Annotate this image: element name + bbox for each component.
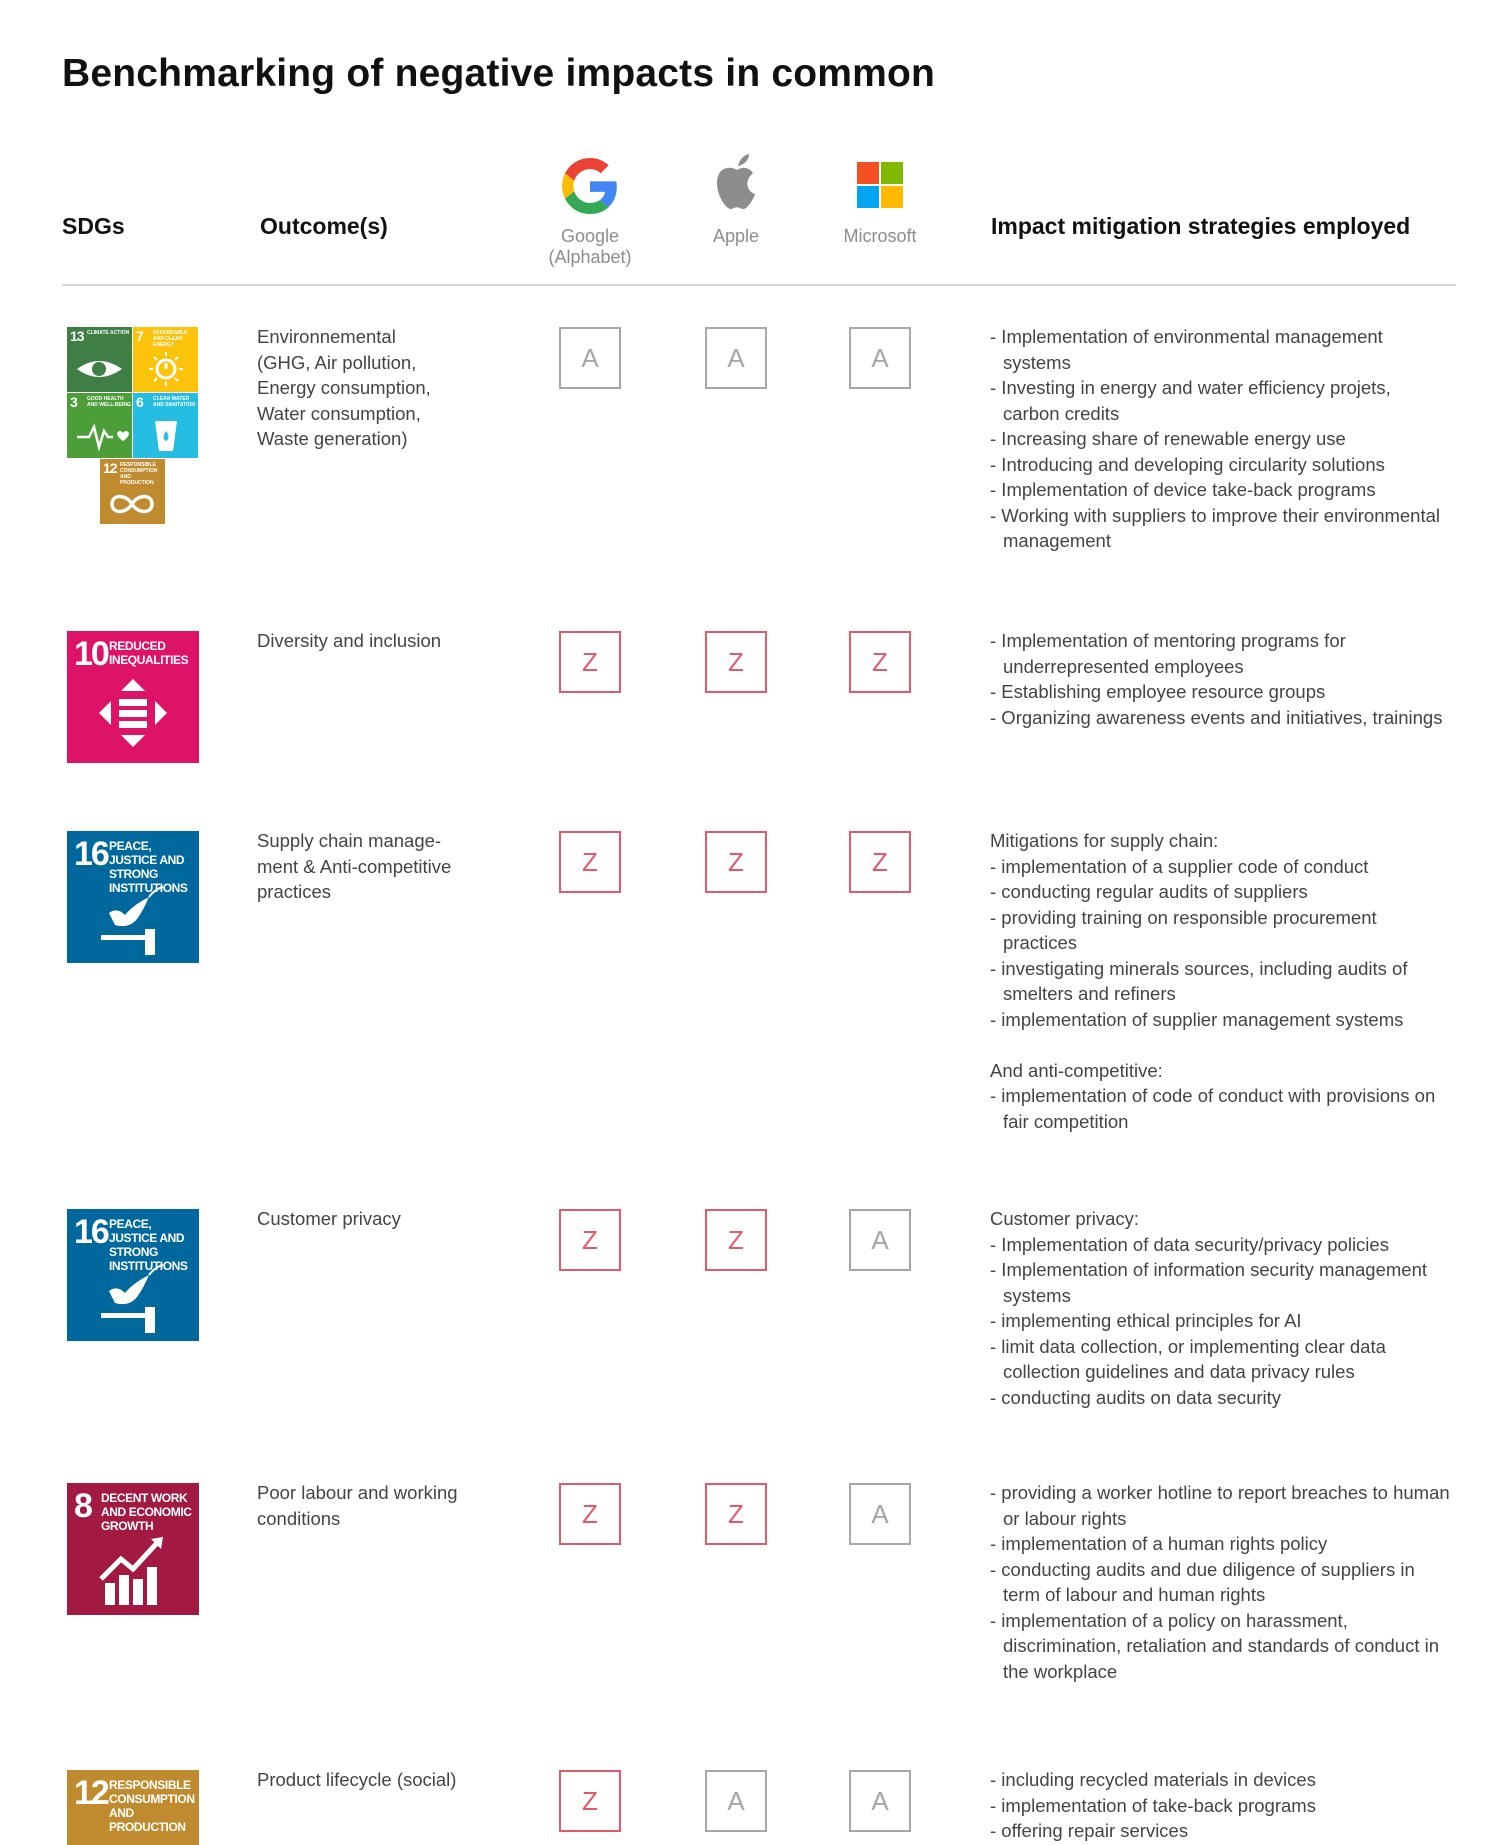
dove-gavel-icon <box>67 1209 199 1341</box>
strategy-item: - Implementation of device take-back programs <box>990 479 1376 500</box>
heartbeat-icon <box>67 393 132 458</box>
sdg-12-tile: 12 RESPONSIBLE CONSUMPTION AND PRODUCTION <box>100 459 165 524</box>
rating-microsoft: A <box>849 1483 911 1545</box>
strategy-item: - providing a worker hotline to report breaches to human or labour rights <box>990 1482 1450 1529</box>
equality-arrows-icon <box>67 631 199 763</box>
infinity-icon <box>100 459 165 524</box>
strategy-item: - offering repair services <box>990 1820 1189 1841</box>
strategy-item: - implementation of supplier management systems <box>990 1008 1404 1030</box>
rating-apple: Z <box>705 1209 767 1271</box>
rating-microsoft: A <box>849 327 911 389</box>
strategy-item: - Implementation of information security management systems <box>990 1259 1428 1306</box>
strategy-item: - implementation of take-back programs <box>990 1794 1316 1816</box>
dove-gavel-icon <box>67 831 199 963</box>
strategy-item: - conducting audits on data security <box>990 1386 1282 1408</box>
strategy-list <box>990 628 1450 730</box>
sdg-7-tile: 7 AFFORDABLE AND CLEAN ENERGY <box>133 327 198 392</box>
apple-logo-icon <box>709 152 765 208</box>
sdg-10-tile: 10 REDUCED INEQUALITIES <box>67 631 199 763</box>
rating-microsoft: Z <box>849 831 911 893</box>
eye-globe-icon <box>67 327 132 392</box>
strategy-item: - implementation of a supplier code of conduct <box>990 855 1369 877</box>
rating-apple: Z <box>705 631 767 693</box>
infinity-icon <box>67 1770 199 1845</box>
header-divider <box>62 284 1456 286</box>
strategy-item: - Introducing and developing circularity solutions <box>990 453 1385 475</box>
strategy-item: - Implementation of mentoring programs for underrepresented employees <box>990 630 1346 677</box>
strategy-item: - implementation of a policy on harassment, discrimination, retaliation and standards of conduct in the workplace <box>990 1609 1440 1682</box>
strategy-item: - implementation of code of conduct with provisions on fair competition <box>990 1085 1436 1132</box>
rating-apple: Z <box>705 831 767 893</box>
strategy-list <box>990 1480 1450 1684</box>
outcome-text: Supply chain manage- ment & Anti-competitive practices <box>257 830 452 902</box>
outcome-text: Environnemental (GHG, Air pollution, Energy consumption, Water consumption, Waste generation) <box>257 326 431 449</box>
rating-microsoft: A <box>849 1770 911 1832</box>
strategy-heading: Mitigations for supply chain: <box>990 830 1219 851</box>
sdg-16-tile: 16 PEACE, JUSTICE AND STRONG INSTITUTIONS <box>67 831 199 963</box>
strategy-item: - Organizing awareness events and initiatives, trainings <box>990 706 1443 728</box>
strategy-item: - conducting regular audits of suppliers <box>990 881 1308 902</box>
strategy-item: - including recycled materials in devices <box>990 1769 1316 1790</box>
sdg-6-tile: 6 CLEAN WATER AND SANITATION <box>133 393 198 458</box>
strategy-item: - Increasing share of renewable energy use <box>990 428 1346 449</box>
strategy-item: - Implementation of environmental management systems <box>990 326 1383 373</box>
rating-google: Z <box>559 631 621 693</box>
strategy-list <box>990 324 1450 554</box>
header-strategies: Impact mitigation strategies employed <box>991 213 1411 239</box>
sdg-3-tile: 3 GOOD HEALTH AND WELL-BEING <box>67 393 132 458</box>
rating-google: Z <box>559 1770 621 1832</box>
strategy-item: - conducting audits and due diligence of suppliers in term of labour and human rights <box>990 1558 1415 1605</box>
rating-google: Z <box>559 831 621 893</box>
outcome-text: Product lifecycle (social) <box>257 1769 457 1790</box>
strategy-list <box>990 1767 1450 1844</box>
google-logo-icon <box>562 158 618 214</box>
strategy-heading: Customer privacy: <box>990 1208 1140 1229</box>
sdg-16-tile: 16 PEACE, JUSTICE AND STRONG INSTITUTIONS <box>67 1209 199 1341</box>
sdg-12-tile: 12 RESPONSIBLE CONSUMPTION AND PRODUCTION <box>67 1770 199 1845</box>
strategy-list <box>990 1206 1450 1410</box>
rating-apple: Z <box>705 1483 767 1545</box>
rating-microsoft: A <box>849 1209 911 1271</box>
header-outcomes: Outcome(s) <box>260 213 388 239</box>
microsoft-logo-icon <box>857 162 913 218</box>
outcome-text: Poor labour and working conditions <box>257 1482 458 1529</box>
strategy-item: - Working with suppliers to improve their environmental management <box>990 504 1441 551</box>
rating-google: Z <box>559 1483 621 1545</box>
strategy-item: - implementation of a human rights policy <box>990 1533 1328 1554</box>
sdg-13-tile: 13 CLIMATE ACTION <box>67 327 132 392</box>
sun-power-icon <box>133 327 198 392</box>
strategy-item: - investigating minerals sources, including audits of smelters and refiners <box>990 957 1408 1004</box>
outcome-text: Diversity and inclusion <box>257 630 442 651</box>
company-microsoft-label: Microsoft <box>843 226 917 246</box>
rating-apple: A <box>705 1770 767 1832</box>
strategy-list <box>990 828 1450 1134</box>
rating-microsoft: Z <box>849 631 911 693</box>
company-apple-label: Apple <box>712 226 760 246</box>
header-sdgs: SDGs <box>62 213 125 239</box>
strategy-item: - providing training on responsible procurement practices <box>990 906 1377 953</box>
growth-chart-icon <box>67 1483 199 1615</box>
strategy-spacer <box>990 1032 1450 1058</box>
sdg-8-tile: 8 DECENT WORK AND ECONOMIC GROWTH <box>67 1483 199 1615</box>
outcome-text: Customer privacy <box>257 1208 401 1229</box>
rating-apple: A <box>705 327 767 389</box>
company-google-label: Google (Alphabet) <box>548 226 632 267</box>
strategy-item: - Implementation of data security/privacy policies <box>990 1233 1389 1255</box>
strategy-heading: And anti-competitive: <box>990 1059 1163 1081</box>
page-title: Benchmarking of negative impacts in common <box>62 52 936 95</box>
strategy-item: - Establishing employee resource groups <box>990 681 1326 702</box>
rating-google: Z <box>559 1209 621 1271</box>
strategy-item: - implementing ethical principles for AI <box>990 1310 1302 1331</box>
rating-google: A <box>559 327 621 389</box>
strategy-item: - limit data collection, or implementing clear data collection guidelines and data privacy rules <box>990 1335 1386 1382</box>
strategy-item: - Investing in energy and water efficiency projets, carbon credits <box>990 377 1391 424</box>
water-glass-icon <box>133 393 198 458</box>
